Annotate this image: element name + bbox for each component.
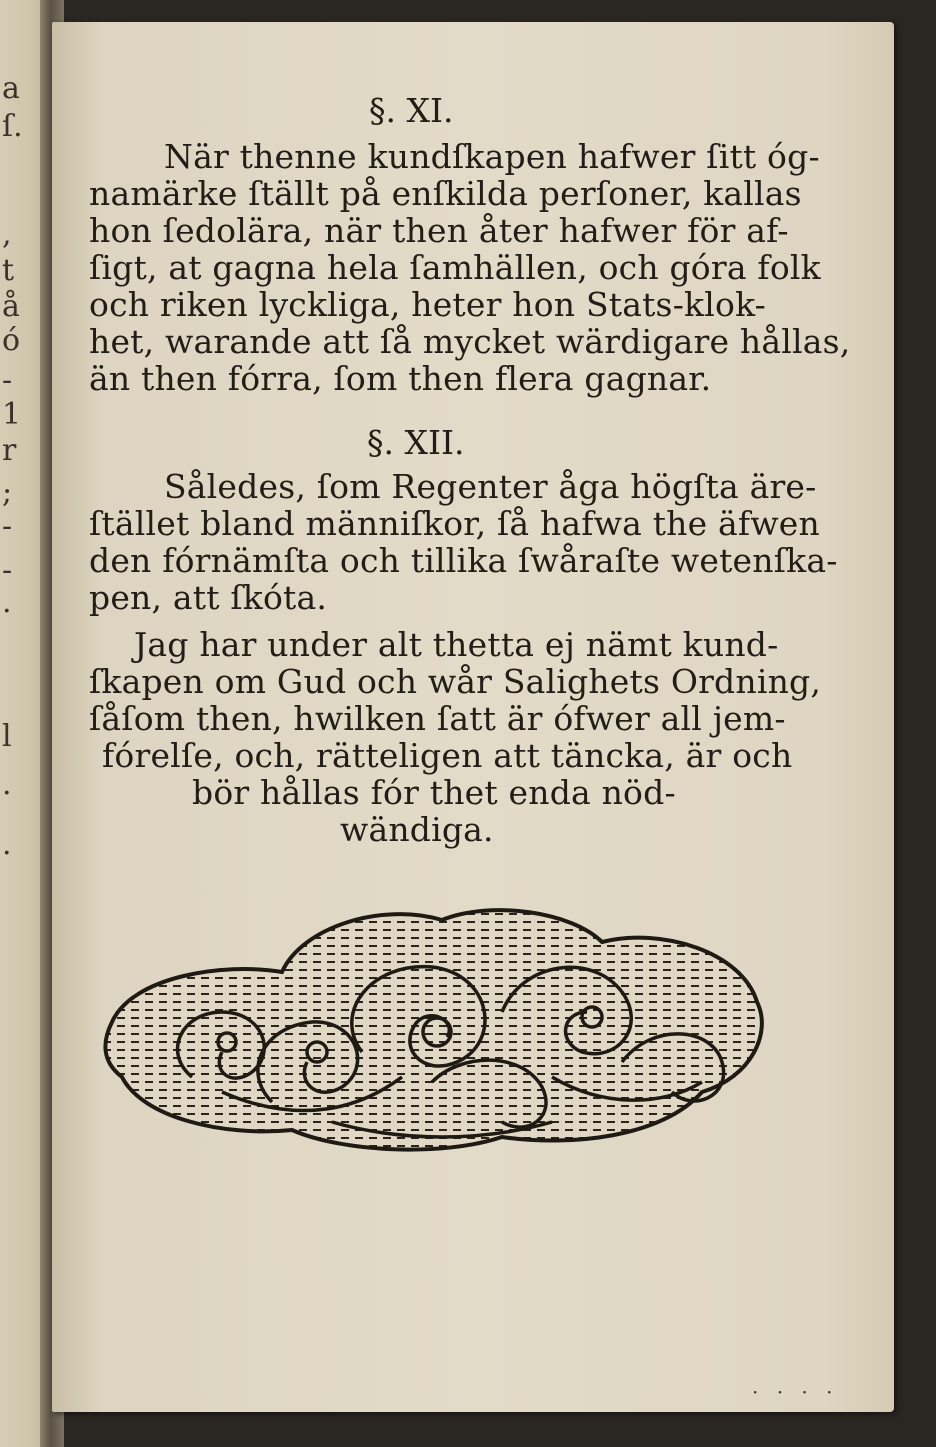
left-fragment: . [2, 827, 12, 862]
page [52, 22, 894, 1412]
floral-scroll-ornament-icon [102, 902, 772, 1162]
left-fragment: r [2, 433, 17, 468]
text-line: ſtället bland männiſkor, ſå hafwa the äfwen [89, 504, 820, 543]
section-12-heading: §. XII. [367, 423, 465, 462]
left-fragment: , [2, 217, 12, 252]
left-fragment: å [2, 289, 20, 324]
text-line: pen, att ſkóta. [89, 578, 328, 617]
text-line: och riken lyckliga, heter hon Stats-klok- [89, 285, 767, 324]
left-fragment: - [2, 363, 13, 398]
left-fragment: . [2, 585, 12, 620]
left-fragment: ó [2, 323, 21, 358]
text-line: den fórnämſta och tillika ſwåraſte wetenſka- [89, 541, 838, 580]
text-line: bör hållas fór thet enda nöd- [192, 773, 676, 812]
left-fragment: a [2, 71, 20, 106]
left-fragment: l [2, 719, 12, 754]
left-fragment: - [2, 553, 13, 588]
text-line: ſkapen om Gud och wår Salighets Ordning, [89, 662, 822, 701]
text-line: wändiga. [340, 810, 494, 849]
text-line: het, warande att ſå mycket wärdigare hållas, [89, 322, 851, 361]
left-fragment: 1 [2, 397, 22, 432]
text-line: fórelſe, och, rätteligen att täncka, är och [102, 736, 793, 775]
left-fragment: ; [2, 475, 13, 510]
text-line: ſåſom then, hwilken ſatt är ófwer all jem- [89, 699, 786, 738]
text-line: hon ſedolära, när then åter hafwer för af- [89, 211, 789, 250]
page-specks: · · · · [752, 1380, 839, 1404]
text-line: än then fórra, ſom then flera gagnar. [89, 359, 712, 398]
text-line: Jag har under alt thetta ej nämt kund- [134, 625, 779, 664]
text-line: När thenne kundſkapen hafwer ſitt óg- [164, 137, 820, 176]
left-fragment: t [2, 253, 15, 288]
text-line: namärke ſtällt på enſkilda perſoner, kallas [89, 174, 802, 213]
left-fragment: - [2, 509, 13, 544]
left-fragment: ſ. [2, 109, 23, 144]
text-line: ſigt, at gagna hela ſamhällen, och góra folk [89, 248, 821, 287]
left-fragment: . [2, 767, 12, 802]
section-11-heading: §. XI. [369, 91, 454, 130]
text-line: Således, ſom Regenter åga högſta äre- [164, 467, 817, 506]
